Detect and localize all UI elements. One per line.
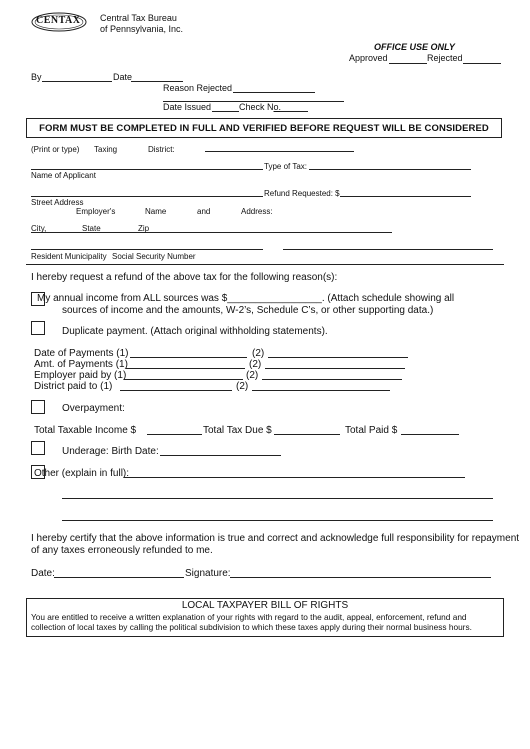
bureau-name-line1: Central Tax Bureau (100, 13, 177, 23)
birth-date-field[interactable] (160, 455, 281, 456)
by-field[interactable] (42, 81, 112, 82)
certification-line1: I hereby certify that the above information is true and correct and acknowledge full responsibility for repayment (31, 533, 520, 544)
other-explanation-field-1[interactable] (124, 477, 465, 478)
income-reason-line1: My annual income from ALL sources was $_________________. (Attach schedule showing all (37, 293, 455, 304)
city-label: City, (31, 224, 47, 233)
employer-paid-by-2-field[interactable] (262, 379, 402, 380)
completion-warning-banner: FORM MUST BE COMPLETED IN FULL AND VERIFIED BEFORE REQUEST WILL BE CONSIDERED (26, 118, 502, 138)
signature-label: Signature: (185, 568, 231, 579)
rejected-field[interactable] (463, 63, 501, 64)
bureau-name-line2: of Pennsylvania, Inc. (100, 24, 184, 34)
underage-label: Underage: Birth Date: (62, 446, 159, 457)
district-paid-to-label: District paid to (1) (34, 381, 113, 392)
amt-of-payments-label: Amt. of Payments (1) (34, 359, 128, 370)
bill-of-rights-text: You are entitled to receive a written explanation of your rights with regard to the audit, appeal, enforcement, refund and collection of local taxes by calling the political subdivision to which these taxes apply during their normal business hours. (31, 612, 472, 632)
total-tax-due-field[interactable] (274, 434, 340, 435)
district-paid-to-2-label: (2) (236, 381, 249, 392)
total-paid-label: Total Paid $ (345, 425, 398, 436)
street-address-field[interactable] (31, 196, 263, 197)
overpayment-checkbox[interactable] (31, 400, 45, 414)
underage-checkbox[interactable] (31, 441, 45, 455)
section-divider (26, 264, 504, 265)
refund-requested-field[interactable] (340, 196, 471, 197)
street-address-label: Street Address (31, 198, 84, 207)
total-tax-due-label: Total Tax Due $ (203, 425, 272, 436)
bill-of-rights-box (26, 598, 504, 637)
district-paid-to-1-field[interactable] (120, 390, 232, 391)
amt-of-payments-2-field[interactable] (265, 368, 405, 369)
district-label: District: (148, 145, 175, 154)
total-taxable-income-label: Total Taxable Income $ (34, 425, 137, 436)
other-explanation-field-3[interactable] (62, 520, 493, 521)
employer-address-label: Address: (241, 207, 273, 216)
check-no-label: Check No. (239, 102, 282, 112)
income-reason-line2: sources of income and the amounts, W-2’s, Schedule C’s, or other supporting data.) (62, 305, 434, 316)
taxing-district-field[interactable] (205, 151, 354, 152)
duplicate-payment-label: Duplicate payment. (Attach original withholding statements). (62, 326, 328, 337)
by-label: By (31, 72, 42, 82)
resident-municipality-label: Resident Municipality (31, 252, 107, 261)
other-label: Other (explain in full): (34, 468, 130, 479)
certification-line2: of any taxes erroneously refunded to me. (31, 545, 213, 556)
taxing-label: Taxing (94, 145, 118, 154)
employer-name-label: Name (145, 207, 167, 216)
logo-text: CENTAX (36, 15, 81, 26)
type-of-tax-label: Type of Tax: (264, 162, 307, 171)
check-no-field[interactable] (280, 111, 308, 112)
district-paid-to-2-field[interactable] (252, 390, 390, 391)
type-of-tax-field[interactable] (309, 169, 471, 170)
date-of-payments-2-label: (2) (252, 348, 265, 359)
certification-date-label: Date: (31, 568, 55, 579)
state-label: State (82, 224, 101, 233)
date-issued-field[interactable] (212, 111, 239, 112)
refund-reasons-intro: I hereby request a refund of the above tax for the following reason(s): (31, 272, 338, 283)
name-of-applicant-label: Name of Applicant (31, 171, 96, 180)
refund-requested-label: Refund Requested: $ (264, 189, 340, 198)
date-issued-label: Date Issued (163, 102, 212, 112)
office-date-field[interactable] (131, 81, 183, 82)
employer-paid-by-1-field[interactable] (124, 379, 243, 380)
total-taxable-income-field[interactable] (147, 434, 202, 435)
rejected-label: Rejected (427, 53, 463, 63)
print-or-type-label: (Print or type) (31, 145, 80, 154)
date-of-payments-2-field[interactable] (268, 357, 408, 358)
office-date-label: Date (113, 72, 133, 82)
employer-paid-by-label: Employer paid by (1) (34, 370, 127, 381)
reason-rejected-field[interactable] (233, 92, 315, 93)
date-of-payments-1-field[interactable] (130, 357, 247, 358)
amt-of-payments-2-label: (2) (249, 359, 262, 370)
amt-of-payments-1-field[interactable] (126, 368, 245, 369)
total-paid-field[interactable] (401, 434, 459, 435)
employer-paid-by-2-label: (2) (246, 370, 259, 381)
zip-label: Zip (138, 224, 150, 233)
social-security-number-field[interactable] (283, 249, 493, 250)
resident-municipality-field[interactable] (31, 249, 263, 250)
office-use-title: OFFICE USE ONLY (374, 42, 455, 52)
applicant-name-field[interactable] (31, 169, 263, 170)
bill-of-rights-title: LOCAL TAXPAYER BILL OF RIGHTS (181, 600, 349, 611)
ssn-label: Social Security Number (112, 252, 196, 261)
certification-date-field[interactable] (54, 577, 184, 578)
signature-field[interactable] (230, 577, 491, 578)
approved-label: Approved (349, 53, 388, 63)
and-label: and (197, 207, 211, 216)
date-of-payments-label: Date of Payments (1) (34, 348, 129, 359)
overpayment-label: Overpayment: (62, 403, 125, 414)
reason-rejected-label: Reason Rejected (163, 83, 233, 93)
employers-label: Employer's (76, 207, 116, 216)
duplicate-payment-checkbox[interactable] (31, 321, 45, 335)
other-explanation-field-2[interactable] (62, 498, 493, 499)
approved-field[interactable] (389, 63, 427, 64)
